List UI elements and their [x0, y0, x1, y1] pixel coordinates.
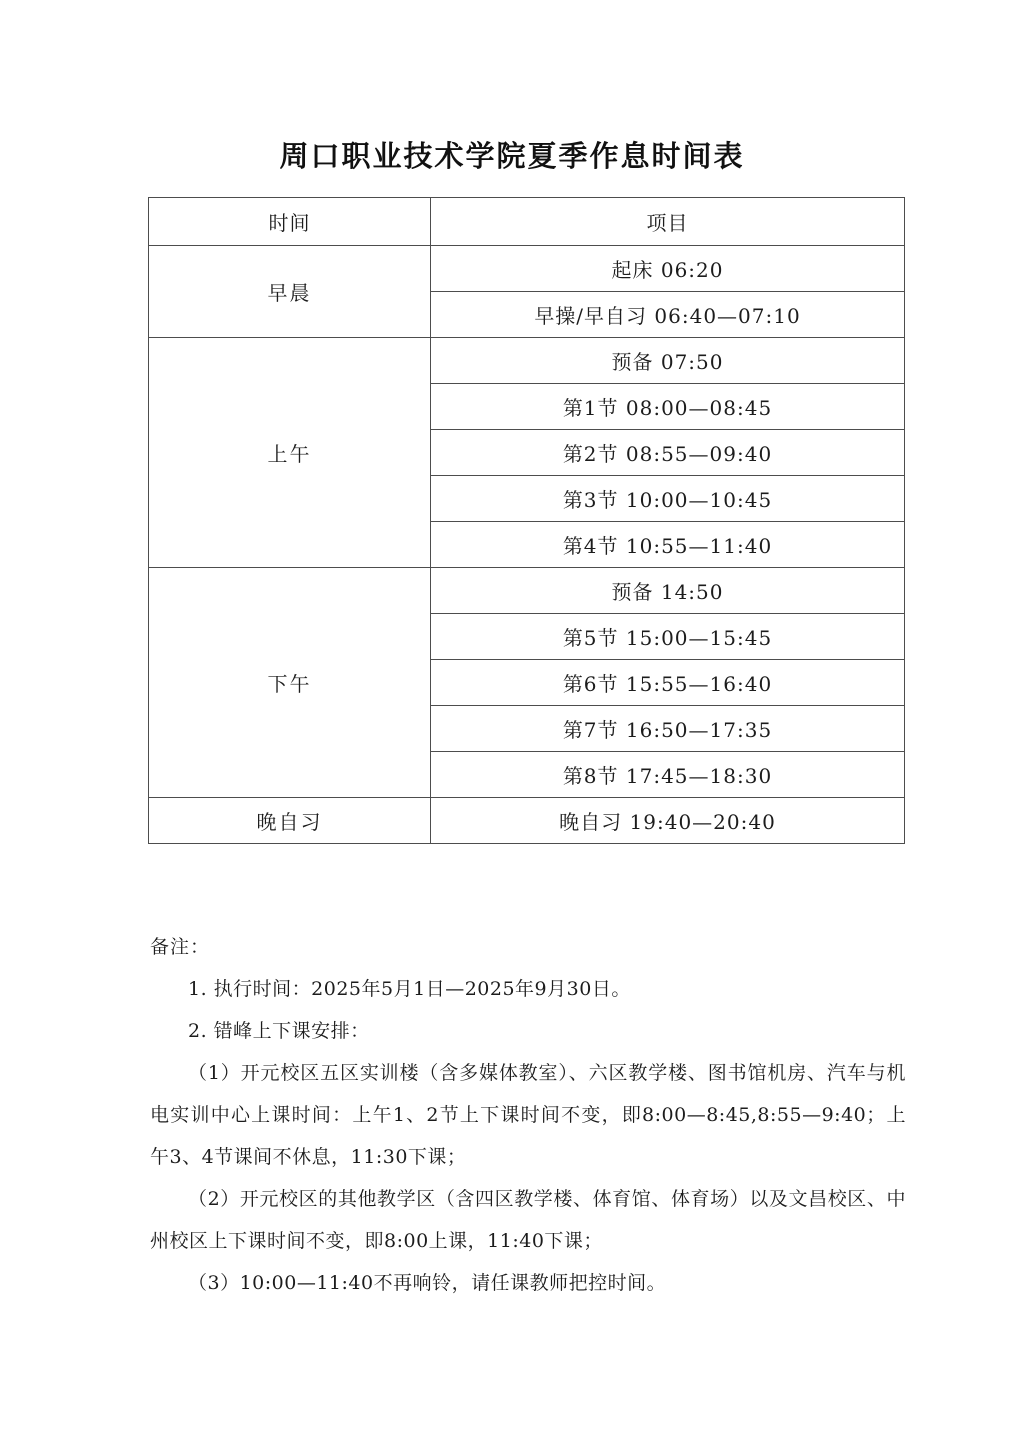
schedule-item-cell: 第8节 17:45—18:30: [431, 752, 905, 798]
notes-section: [150, 926, 906, 1304]
table-row: [149, 246, 905, 292]
schedule-item-cell: 第3节 10:00—10:45: [431, 476, 905, 522]
schedule-item-cell: 第2节 08:55—09:40: [431, 430, 905, 476]
table-row: [149, 338, 905, 384]
schedule-item-cell: 预备 07:50: [431, 338, 905, 384]
schedule-item-cell: 第7节 16:50—17:35: [431, 706, 905, 752]
period-cell-2: 下午: [149, 568, 431, 798]
schedule-item-cell: 起床 06:20: [431, 246, 905, 292]
table-row: [149, 568, 905, 614]
table-header-row: [149, 198, 905, 246]
table-row: [149, 798, 905, 844]
page-title: 周口职业技术学院夏季作息时间表: [279, 139, 745, 173]
note-paragraph: （2）开元校区的其他教学区（含四区教学楼、体育馆、体育场）以及文昌校区、中州校区上下课时间不变，即8:00上课，11:40下课；: [150, 1188, 906, 1252]
note-paragraph: 2. 错峰上下课安排：: [188, 1020, 370, 1042]
schedule-item-cell: 预备 14:50: [431, 568, 905, 614]
schedule-table: [148, 197, 905, 844]
note-paragraph: （3）10:00—11:40不再响铃，请任课教师把控时间。: [188, 1272, 667, 1294]
schedule-item-cell: 第6节 15:55—16:40: [431, 660, 905, 706]
column-header-time: 时间: [149, 198, 431, 246]
period-cell-0: 早晨: [149, 246, 431, 338]
schedule-table-body: [149, 246, 905, 844]
schedule-item-cell: 第4节 10:55—11:40: [431, 522, 905, 568]
column-header-item: 项目: [431, 198, 905, 246]
period-cell-1: 上午: [149, 338, 431, 568]
schedule-item-cell: 第5节 15:00—15:45: [431, 614, 905, 660]
schedule-item-cell: 早操/早自习 06:40—07:10: [431, 292, 905, 338]
schedule-item-cell: 第1节 08:00—08:45: [431, 384, 905, 430]
schedule-item-cell: 晚自习 19:40—20:40: [431, 798, 905, 844]
note-paragraph: （1）开元校区五区实训楼（含多媒体教室）、六区教学楼、图书馆机房、汽车与机电实训中心上课时间：上午1、2节上下课时间不变，即8:00—8:45,8:55—9:40；上午3、4节课间不休息，11:30下课；: [150, 1062, 906, 1168]
note-paragraph: 1. 执行时间：2025年5月1日—2025年9月30日。: [188, 978, 631, 1000]
notes-list: [150, 968, 906, 1304]
notes-label: 备注：: [150, 936, 211, 958]
period-cell-3: 晚自习: [149, 798, 431, 844]
